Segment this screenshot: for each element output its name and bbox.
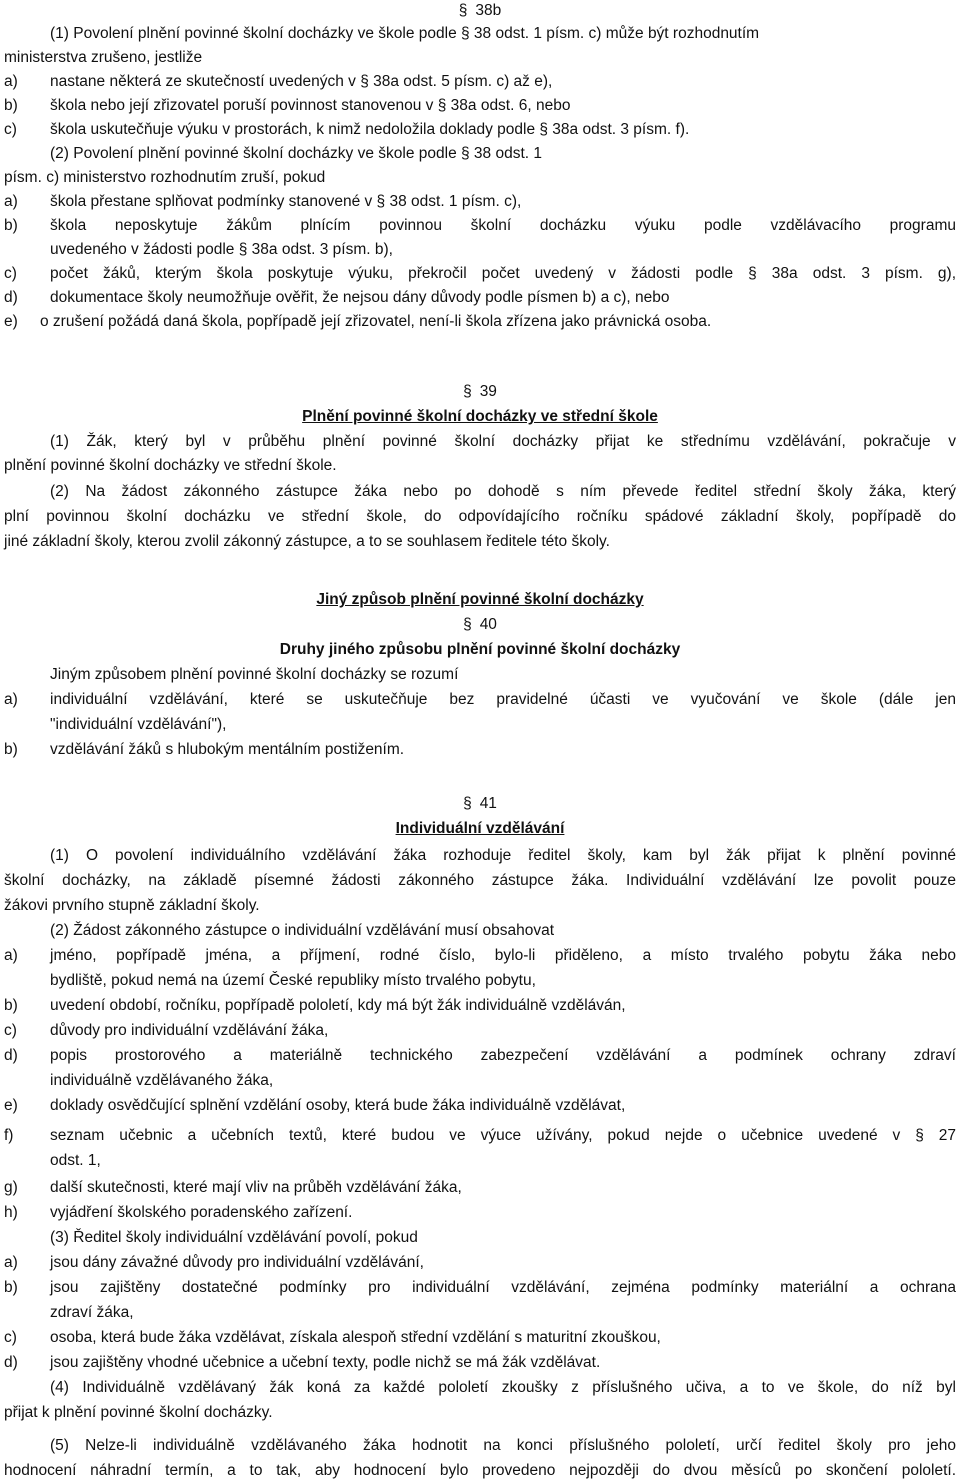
list-item-text: další skutečnosti, které mají vliv na průběh vzdělávání žáka,	[50, 1179, 462, 1196]
list-item	[4, 1202, 956, 1224]
list-item-label: a)	[4, 193, 18, 210]
line-text: písm. c) ministerstvo rozhodnutím zruší, pokud	[4, 169, 326, 186]
list-item-label: a)	[4, 1254, 18, 1271]
line-text: (1) O povolení individuálního vzdělávání žáka rozhoduje ředitel školy, kam byl žák přijat k plnění povinné	[50, 847, 956, 864]
list-item	[4, 1252, 956, 1274]
line-text: (2) Povolení plnění povinné školní docházky ve škole podle § 38 odst. 1	[50, 145, 543, 162]
list-item-text: uvedeného v žádosti podle § 38a odst. 3 písm. b),	[50, 241, 393, 258]
list-item-label: f)	[4, 1127, 14, 1144]
paragraph-line	[50, 481, 956, 503]
paragraph-line	[50, 1377, 956, 1399]
line-text: Individuální vzdělávání	[395, 820, 565, 837]
list-item	[4, 739, 956, 761]
list-item-text: osoba, která bude žáka vzdělávat, získala alespoň střední vzdělání s maturitní zkouškou,	[50, 1329, 661, 1346]
list-item-text: škola neposkytuje žákům plnícím povinnou školní docházku výuku podle vzdělávacího programu	[50, 217, 956, 234]
line-text: (2) Na žádost zákonného zástupce žáka nebo po dohodě s ním převede ředitel střední školy žáka, který	[50, 483, 956, 500]
list-item-label: g)	[4, 1179, 18, 1196]
list-item	[4, 1070, 956, 1092]
list-item	[4, 263, 956, 285]
paragraph-line	[4, 167, 325, 189]
line-text: (5) Nelze-li individuálně vzdělávaného žáka hodnotit na konci příslušného pololetí, určí ředitel školy pro jeho	[50, 1437, 956, 1454]
list-item	[4, 239, 956, 261]
paragraph-line	[50, 23, 759, 45]
list-item-label: c)	[4, 265, 17, 282]
list-item-text: bydliště, pokud nemá na území České republiky místo trvalého pobytu,	[50, 972, 536, 989]
list-item-label: e)	[4, 313, 18, 330]
list-item	[4, 1277, 956, 1299]
list-item-text: doklady osvědčující splnění vzdělání osoby, která bude žáka individuálně vzdělávat,	[50, 1097, 626, 1114]
list-item-label: b)	[4, 217, 18, 234]
list-item-label: d)	[4, 1354, 18, 1371]
list-item	[4, 1352, 956, 1374]
list-item-text: škola nebo její zřizovatel poruší povinnost stanovenou v § 38a odst. 6, nebo	[50, 97, 571, 114]
line-text: Jiný způsob plnění povinné školní docházky	[316, 591, 644, 608]
list-item-text: důvody pro individuální vzdělávání žáka,	[50, 1022, 329, 1039]
section-heading	[4, 639, 956, 661]
paragraph-line	[50, 1227, 418, 1249]
section-number-text: § 38b	[459, 2, 502, 19]
line-text: (1) Žák, který byl v průběhu plnění povinné školní docházky přijat ke střednímu vzdělávání, pokračuje v	[50, 433, 956, 450]
line-text: hodnocení náhradní termín, a to tak, aby hodnocení bylo provedeno nejpozději do dvou měsíců po skončení pololetí.	[4, 1462, 956, 1479]
list-item	[4, 970, 956, 992]
list-item-text: popis prostorového a materiálně technického zabezpečení vzdělávání a podmínek ochrany zdraví	[50, 1047, 956, 1064]
paragraph-line	[4, 870, 956, 892]
list-item-label: e)	[4, 1097, 18, 1114]
paragraph-line	[50, 845, 956, 867]
paragraph-line	[50, 920, 554, 942]
line-text: Jiným způsobem plnění povinné školní docházky se rozumí	[50, 666, 459, 683]
list-item	[4, 1020, 956, 1042]
line-text: (3) Ředitel školy individuální vzdělávání povolí, pokud	[50, 1229, 418, 1246]
line-text: Druhy jiného způsobu plnění povinné školní docházky	[279, 641, 681, 658]
line-text: (2) Žádost zákonného zástupce o individuální vzdělávání musí obsahovat	[50, 922, 555, 939]
section-heading	[4, 406, 956, 428]
paragraph-line	[4, 1402, 273, 1424]
paragraph-line	[50, 431, 956, 453]
list-item-text: seznam učebnic a učebních textů, které budou ve výuce užívány, pokud nejde o učebnice uvedené v § 27	[50, 1127, 956, 1144]
paragraph-line	[50, 143, 542, 165]
paragraph-line	[4, 531, 610, 553]
section-number-text: § 41	[463, 795, 497, 812]
section-number	[4, 381, 956, 403]
line-text: plní povinnou školní docházku ve střední škole, do odpovídajícího ročníku spádové základní školy, popřípadě do	[4, 508, 956, 525]
list-item-text: "individuální vzdělávání"),	[50, 716, 227, 733]
list-item-text: jsou zajištěny vhodné učebnice a učební texty, podle nichž se má žák vzdělávat.	[50, 1354, 601, 1371]
list-item	[4, 714, 956, 736]
list-item-text: individuální vzdělávání, které se uskutečňuje bez pravidelné účasti ve vyučování ve škole (dále jen	[50, 691, 956, 708]
list-item-text: jsou dány závažné důvody pro individuální vzdělávání,	[50, 1254, 424, 1271]
paragraph-line	[4, 455, 337, 477]
list-item-label: b)	[4, 1279, 18, 1296]
line-text: (4) Individuálně vzdělávaný žák koná za každé pololetí zkoušky z příslušného učiva, a to ve škole, do níž byl	[50, 1379, 956, 1396]
list-item	[4, 311, 956, 333]
paragraph-line	[4, 47, 202, 69]
list-item-text: vyjádření školského poradenského zařízení.	[50, 1204, 353, 1221]
list-item-text: škola uskutečňuje výuku v prostorách, k nimž nedoložila doklady podle § 38a odst. 3 písm. f).	[50, 121, 690, 138]
list-item-text: nastane některá ze skutečností uvedených v § 38a odst. 5 písm. c) až e),	[50, 73, 553, 90]
list-item-text: dokumentace školy neumožňuje ověřit, že nejsou dány důvody podle písmen b) a c), nebo	[50, 289, 670, 306]
line-text: Plnění povinné školní docházky ve střední škole	[302, 408, 658, 425]
paragraph-line	[50, 664, 458, 686]
list-item	[4, 287, 956, 309]
line-text: plnění povinné školní docházky ve střední škole.	[4, 457, 337, 474]
section-number	[4, 614, 956, 636]
list-item-label: c)	[4, 1022, 17, 1039]
list-item	[4, 1327, 956, 1349]
list-item-text: zdraví žáka,	[50, 1304, 134, 1321]
paragraph-line	[4, 895, 260, 917]
list-item	[4, 1150, 956, 1172]
list-item-label: h)	[4, 1204, 18, 1221]
paragraph-line	[50, 1435, 956, 1457]
list-item-text: individuálně vzdělávaného žáka,	[50, 1072, 274, 1089]
list-item-label: d)	[4, 1047, 18, 1064]
list-item-text: odst. 1,	[50, 1152, 101, 1169]
list-item	[4, 1045, 956, 1067]
list-item	[4, 191, 956, 213]
list-item	[4, 689, 956, 711]
section-number-text: § 40	[463, 616, 497, 633]
section-heading	[4, 589, 956, 611]
line-text: jiné základní školy, kterou zvolil zákonný zástupce, a to se souhlasem ředitele této školy.	[4, 533, 610, 550]
line-text: školní docházky, na základě písemné žádosti zákonného zástupce žáka. Individuální vzdělávání lze povolit pouze	[4, 872, 956, 889]
list-item	[4, 1177, 956, 1199]
list-item-label: b)	[4, 97, 18, 114]
list-item-text: jméno, popřípadě jména, a příjmení, rodné číslo, bylo-li přiděleno, a místo trvalého pobytu žáka nebo	[50, 947, 956, 964]
list-item-label: c)	[4, 1329, 17, 1346]
list-item-text: uvedení období, ročníku, popřípadě pololetí, kdy má být žák individuálně vzděláván,	[50, 997, 626, 1014]
section-number	[4, 793, 956, 815]
list-item-label: a)	[4, 947, 18, 964]
paragraph-line	[4, 1460, 956, 1482]
line-text: přijat k plnění povinné školní docházky.	[4, 1404, 273, 1421]
list-item	[4, 1095, 956, 1117]
list-item	[4, 1125, 956, 1147]
section-heading	[4, 818, 956, 840]
line-text: ministerstva zrušeno, jestliže	[4, 49, 203, 66]
list-item-text: jsou zajištěny dostatečné podmínky pro individuální vzdělávání, zejména podmínky materiální a ochrana	[50, 1279, 956, 1296]
list-item	[4, 1302, 956, 1324]
line-text: (1) Povolení plnění povinné školní docházky ve škole podle § 38 odst. 1 písm. c) může být rozhodnutím	[50, 25, 760, 42]
list-item	[4, 119, 956, 141]
list-item-label: b)	[4, 741, 18, 758]
section-number	[4, 0, 956, 22]
list-item-label: c)	[4, 121, 17, 138]
list-item-label: d)	[4, 289, 18, 306]
list-item	[4, 71, 956, 93]
paragraph-line	[4, 506, 956, 528]
list-item-text: počet žáků, kterým škola poskytuje výuku, překročil počet uvedený v žádosti podle § 38a odst. 3 písm. g),	[50, 265, 956, 282]
list-item	[4, 95, 956, 117]
list-item-text: vzdělávání žáků s hlubokým mentálním postižením.	[50, 741, 405, 758]
list-item-label: a)	[4, 73, 18, 90]
list-item	[4, 215, 956, 237]
list-item	[4, 995, 956, 1017]
list-item-text: o zrušení požádá daná škola, popřípadě její zřizovatel, není-li škola zřízena jako právnická osoba.	[40, 313, 712, 330]
line-text: žákovi prvního stupně základní školy.	[4, 897, 260, 914]
list-item-text: škola přestane splňovat podmínky stanovené v § 38 odst. 1 písm. c),	[50, 193, 522, 210]
list-item	[4, 945, 956, 967]
section-number-text: § 39	[463, 383, 497, 400]
list-item-label: a)	[4, 691, 18, 708]
list-item-label: b)	[4, 997, 18, 1014]
